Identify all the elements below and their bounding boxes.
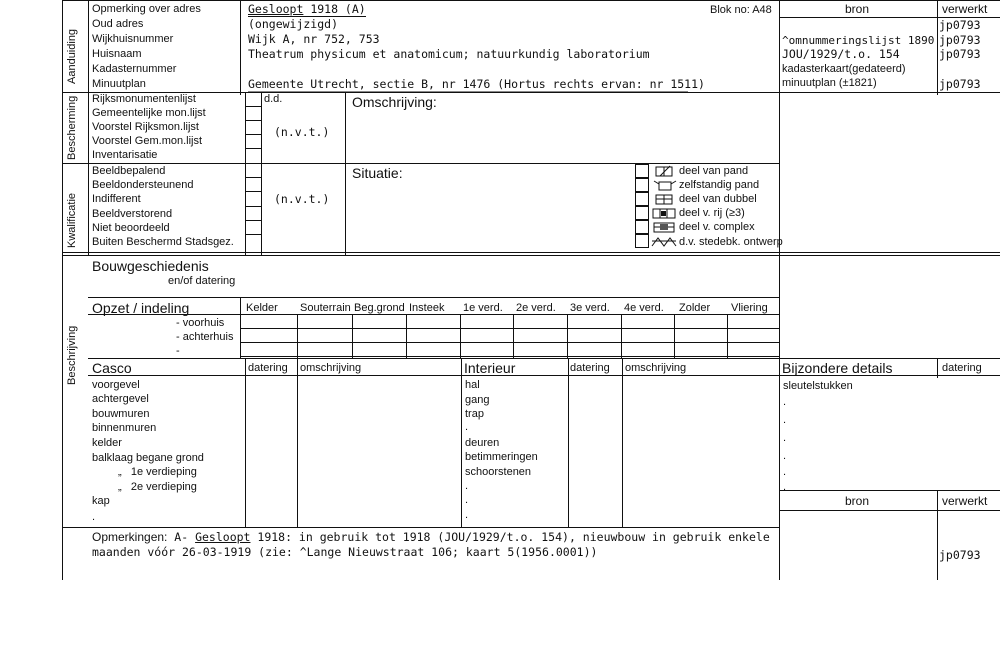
situatie-checkbox-stedebk-ontwerp[interactable] xyxy=(635,234,649,248)
complex-icon xyxy=(650,221,678,233)
opzet-col-vliering: Vliering xyxy=(731,302,768,314)
casco-item: balklaag begane grond xyxy=(92,452,204,464)
row-houses-icon xyxy=(650,207,678,219)
casco-item: voorgevel xyxy=(92,379,140,391)
gesloopt-year: 1918 (A) xyxy=(303,2,366,16)
opmerkingen-prefix: A- xyxy=(167,530,196,544)
source-row-2-bron: ^omnummeringslijst 1890 xyxy=(782,34,935,47)
opmerkingen-gesloopt: Gesloopt xyxy=(195,530,251,544)
label-wijkhuisnummer: Wijkhuisnummer xyxy=(92,33,174,45)
interieur-title: Interieur xyxy=(464,360,516,376)
house-icon xyxy=(650,179,678,191)
situatie-checkbox-deel-van-dubbel[interactable] xyxy=(635,192,649,206)
details-item: . xyxy=(783,466,787,478)
section-label-beschrijving: Beschrijving xyxy=(66,325,78,385)
situatie-deel-van-dubbel: deel van dubbel xyxy=(679,193,757,205)
opzet-col-1e-verd: 1e verd. xyxy=(463,302,503,314)
situatie-deel-van-pand: deel van pand xyxy=(679,165,749,177)
urban-design-icon xyxy=(650,235,678,247)
opzet-row-other: - xyxy=(176,345,180,357)
situatie-deel-v-complex: deel v. complex xyxy=(679,221,755,233)
source-row-1-verwerkt: jp0793 xyxy=(939,18,981,32)
section-label-aanduiding: Aanduiding xyxy=(66,28,78,84)
details-item: . xyxy=(783,432,787,444)
casco-item: . xyxy=(92,511,96,523)
oud-adres-value: (ongewijzigd) xyxy=(248,17,339,31)
wijkhuisnummer-value: Wijk A, nr 752, 753 xyxy=(248,32,380,46)
blok-number xyxy=(710,4,772,17)
details-col-datering: datering xyxy=(942,362,982,374)
casco-item: „ 2e verdieping xyxy=(118,481,197,493)
opmerkingen-label: Opmerkingen: xyxy=(92,530,168,544)
verwerkt-header: verwerkt xyxy=(942,2,988,16)
details-verwerkt-header: verwerkt xyxy=(942,494,988,508)
opmerkingen-verwerkt: jp0793 xyxy=(939,548,981,562)
dd-label: d.d. xyxy=(264,93,283,105)
interieur-item: deuren xyxy=(465,437,500,449)
situatie-checkbox-deel-v-rij[interactable] xyxy=(635,206,649,220)
bescherming-nvt: (n.v.t.) xyxy=(274,125,330,139)
casco-item: „ 1e verdieping xyxy=(118,466,197,478)
details-item: . xyxy=(783,450,787,462)
opzet-col-4e-verd: 4e verd. xyxy=(624,302,664,314)
gesloopt-text: Gesloopt xyxy=(248,2,304,16)
blok-label: Blok no: xyxy=(710,4,750,16)
casco-item: bouwmuren xyxy=(92,408,150,420)
split-house-icon xyxy=(650,165,678,177)
casco-title: Casco xyxy=(92,360,132,376)
opmerkingen-line-1-text: 1918: in gebruik tot 1918 (JOU/1929/t.o. 154), nieuwbouw in gebruik enkele xyxy=(250,530,770,544)
details-item: . xyxy=(783,481,787,493)
bouwgeschiedenis-subtitle: en/of datering xyxy=(168,275,236,287)
interieur-item: betimmeringen xyxy=(465,451,538,463)
label-voorstel-gemmonlijst: Voorstel Gem.mon.lijst xyxy=(92,135,203,147)
label-kadasternummer: Kadasternummer xyxy=(92,63,177,75)
kwalificatie-nvt: (n.v.t.) xyxy=(274,192,330,206)
details-item: . xyxy=(783,414,787,426)
situatie-checkbox-deel-van-pand[interactable] xyxy=(635,164,649,178)
details-item: . xyxy=(783,396,787,408)
label-opmerking-adres: Opmerking over adres xyxy=(92,3,201,15)
source-row-2-verwerkt: jp0793 xyxy=(939,33,981,47)
details-bron-header: bron xyxy=(845,494,870,508)
bron-header: bron xyxy=(845,2,870,16)
bouwgeschiedenis-title: Bouwgeschiedenis xyxy=(92,258,209,274)
casco-item: achtergevel xyxy=(92,393,149,405)
details-item: sleutelstukken xyxy=(783,380,853,392)
details-title: Bijzondere details xyxy=(782,360,893,376)
label-minuutplan: Minuutplan xyxy=(92,78,146,90)
label-beeldverstorend: Beeldverstorend xyxy=(92,208,173,220)
interieur-item: . xyxy=(465,421,469,433)
casco-item: kap xyxy=(92,495,110,507)
opzet-row-achterhuis: - achterhuis xyxy=(176,331,234,343)
interieur-item: . xyxy=(465,494,469,506)
huisnaam-value: Theatrum physicum et anatomicum; natuurkundig laboratorium xyxy=(248,47,650,61)
opzet-col-beg-grond: Beg.grond xyxy=(354,302,405,314)
casco-item: binnenmuren xyxy=(92,422,157,434)
casco-col-datering: datering xyxy=(248,362,288,374)
situatie-deel-v-rij: deel v. rij (≥3) xyxy=(679,207,745,219)
label-niet-beoordeeld: Niet beoordeeld xyxy=(92,222,170,234)
minuutplan-value: Gemeente Utrecht, sectie B, nr 1476 (Hortus rechts ervan: nr 1511) xyxy=(248,77,705,91)
section-label-bescherming: Bescherming xyxy=(66,95,78,160)
label-beeldondersteunend: Beeldondersteunend xyxy=(92,179,194,191)
casco-item: kelder xyxy=(92,437,122,449)
label-rijksmonumentenlijst: Rijksmonumentenlijst xyxy=(92,93,196,105)
opzet-col-kelder: Kelder xyxy=(246,302,278,314)
source-row-3-bron: JOU/1929/t.o. 154 xyxy=(782,47,900,61)
source-row-4-bron: kadasterkaart(gedateerd) xyxy=(782,63,906,75)
casco-col-omschrijving: omschrijving xyxy=(300,362,362,374)
label-beeldbepalend: Beeldbepalend xyxy=(92,165,166,177)
situatie-stedebk-ontwerp: d.v. stedebk. ontwerp xyxy=(679,236,783,248)
opzet-col-3e-verd: 3e verd. xyxy=(570,302,610,314)
label-huisnaam: Huisnaam xyxy=(92,48,142,60)
source-row-5-verwerkt: jp0793 xyxy=(939,77,981,91)
interieur-item: . xyxy=(465,509,469,521)
interieur-item: gang xyxy=(465,394,490,406)
interieur-col-omschrijving: omschrijving xyxy=(625,362,687,374)
situatie-zelfstandig-pand: zelfstandig pand xyxy=(679,179,760,191)
interieur-col-datering: datering xyxy=(570,362,610,374)
interieur-item: . xyxy=(465,480,469,492)
opzet-title: Opzet / indeling xyxy=(92,300,190,316)
label-inventarisatie: Inventarisatie xyxy=(92,149,158,161)
label-oud-adres: Oud adres xyxy=(92,18,144,30)
source-row-5-bron: minuutplan (±1821) xyxy=(782,77,877,89)
opzet-col-souterrain: Souterrain xyxy=(300,302,351,314)
interieur-item: schoorstenen xyxy=(465,466,532,478)
double-house-icon xyxy=(650,193,678,205)
minuutplan-underline xyxy=(248,91,688,92)
opzet-row-voorhuis: - voorhuis xyxy=(176,317,225,329)
opzet-col-2e-verd: 2e verd. xyxy=(516,302,556,314)
opmerking-underline xyxy=(248,16,366,17)
opzet-col-zolder: Zolder xyxy=(679,302,711,314)
opmerking-adres-value xyxy=(248,3,366,16)
label-voorstel-rijksmonlijst: Voorstel Rijksmon.lijst xyxy=(92,121,199,133)
label-indifferent: Indifferent xyxy=(92,193,141,205)
situatie-checkbox-deel-v-complex[interactable] xyxy=(635,220,649,234)
situatie-label: Situatie: xyxy=(352,165,403,181)
interieur-item: trap xyxy=(465,408,484,420)
situatie-checkbox-zelfstandig-pand[interactable] xyxy=(635,178,649,192)
omschrijving-label: Omschrijving: xyxy=(352,94,437,110)
blok-value: A48 xyxy=(752,4,772,16)
section-label-kwalificatie: Kwalificatie xyxy=(66,192,78,248)
opmerkingen-line-1 xyxy=(92,531,770,545)
label-buiten-beschermd: Buiten Beschermd Stadsgez. xyxy=(92,236,234,248)
interieur-item: hal xyxy=(465,379,480,391)
source-row-3-verwerkt: jp0793 xyxy=(939,47,981,61)
opzet-col-insteek: Insteek xyxy=(409,302,445,314)
label-gemeentelijke-monlijst: Gemeentelijke mon.lijst xyxy=(92,107,206,119)
opmerkingen-line-2: maanden vóór 26-03-1919 (zie: ^Lange Nieuwstraat 106; kaart 5(1956.0001)) xyxy=(92,545,598,559)
